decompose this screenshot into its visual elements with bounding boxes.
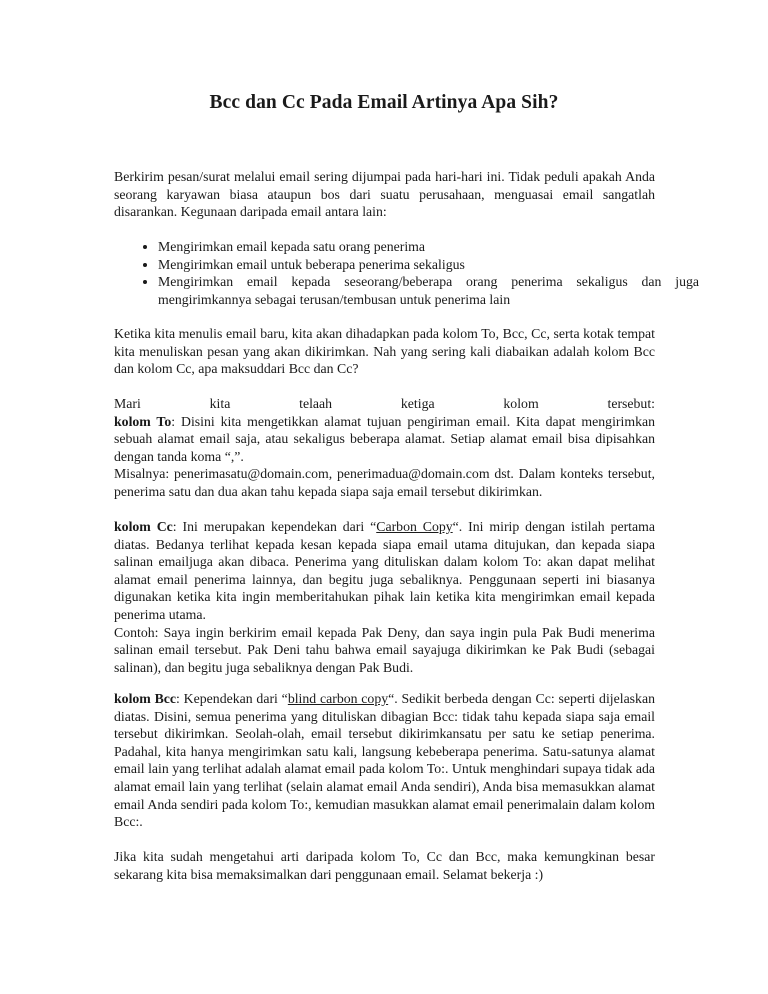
list-item: • Mengirimkan email kepada seseorang/beberapa orang penerima sekaligus dan juga mengirimkannya sebagai terusan/tembusan untuk penerima lain (158, 273, 699, 308)
bcc-section (114, 690, 655, 831)
intro-paragraph: Berkirim pesan/surat melalui email sering dijumpai pada hari-hari ini. Tidak peduli apakah Anda seorang karyawan biasa ataupun bos dari suatu perusahaan, menguasai email sangatlah disarankan. Kegunaan daripada email antara lain: (114, 169, 655, 220)
bcc-description: kolom Bcc: Kependekan dari “blind carbon copy“. Sedikit berbeda dengan Cc: seperti dijelaskan diatas. Disini, semua penerima yang dituliskan dibagian Bcc: tidak tahu kepada siapa saja email tersebut dikirimkan. Seolah-olah, email tersebut dikirimkansatu per satu ke setiap penerima. Padahal, kita hanya mengirimkan satu kali, langsung kebeberapa penerima. Satu-satunya alamat email lain yang terlihat adalah alamat email pada kolom To:. Untuk menghindari supaya tidak ada alamat email lain yang terlihat (selain alamat email Anda sendiri), Anda bisa memasukkan alamat email Anda sendiri pada kolom To:, kemudian masukkan alamat email penerimalain dalam kolom Bcc:. (114, 691, 655, 830)
document-title: Bcc dan Cc Pada Email Artinya Apa Sih? (209, 92, 559, 113)
to-heading: kolom To (114, 413, 172, 429)
closing-paragraph: Jika kita sudah mengetahui arti daripada kolom To, Cc dan Bcc, maka kemungkinan besar sekarang kita bisa memaksimalkan dari penggunaan email. Selamat bekerja :) (114, 849, 655, 882)
to-body: : Disini kita mengetikkan alamat tujuan pengiriman email. Kita dapat mengirimkan sebuah alamat email saja, atau sekaligus beberapa alamat. Setiap alamat email bisa dipisahkan dengan tanda koma “,”. (114, 413, 655, 464)
cc-heading: kolom Cc (114, 519, 173, 534)
to-description (114, 413, 655, 466)
to-lead: Mari kita telaah ketiga kolom tersebut: (114, 396, 655, 411)
bcc-heading: kolom Bcc (114, 691, 177, 706)
list-item: • Mengirimkan email kepada satu orang penerima (158, 238, 699, 256)
list-item: • Mengirimkan email untuk beberapa penerima sekaligus (158, 256, 699, 274)
cc-example: Contoh: Saya ingin berkirim email kepada Pak Deny, dan saya ingin pula Pak Budi menerima salinan email tersebut. Pak Deni tahu bahwa email sayajuga dikirimkan ke Pak Budi (sebagai salinan), dan begitu juga sebaliknya dengan Pak Budi. (114, 624, 655, 675)
uses-list (114, 238, 699, 308)
new-email-paragraph: Ketika kita menulis email baru, kita akan dihadapkan pada kolom To, Bcc, Cc, serta kotak tempat kita menuliskan pesan yang akan dikirimkan. Nah yang sering kali diabaikan adalah kolom Bcc dan kolom Cc, apa maksuddari Bcc dan Cc? (114, 326, 655, 377)
cc-description: kolom Cc: Ini merupakan kependekan dari “Carbon Copy“. Ini mirip dengan istilah pertama diatas. Bedanya terlihat kepada kesan kepada siapa email utama ditujukan, dan kepada siapa salinan emailjuga akan dibaca. Penerima yang dituliskan dalam kolom To: akan dapat melihat alamat email penerima lainnya, dan begitu juga sebaliknya. Penggunaan seperti ini biasanya digunakan ketika kita ingin memberitahukan pihak lain ketika kita mengirimkan email kepada penerima utama. (114, 519, 655, 622)
to-section (114, 395, 655, 501)
blind-carbon-copy-term: blind carbon copy (287, 691, 389, 706)
cc-section (114, 518, 655, 676)
carbon-copy-term: Carbon Copy (376, 519, 453, 534)
to-example: Misalnya: penerimasatu@domain.com, penerimadua@domain.com dst. Dalam konteks tersebut, penerima satu dan dua akan tahu kepada siapa saja email tersebut dikirimkan. (114, 466, 655, 499)
